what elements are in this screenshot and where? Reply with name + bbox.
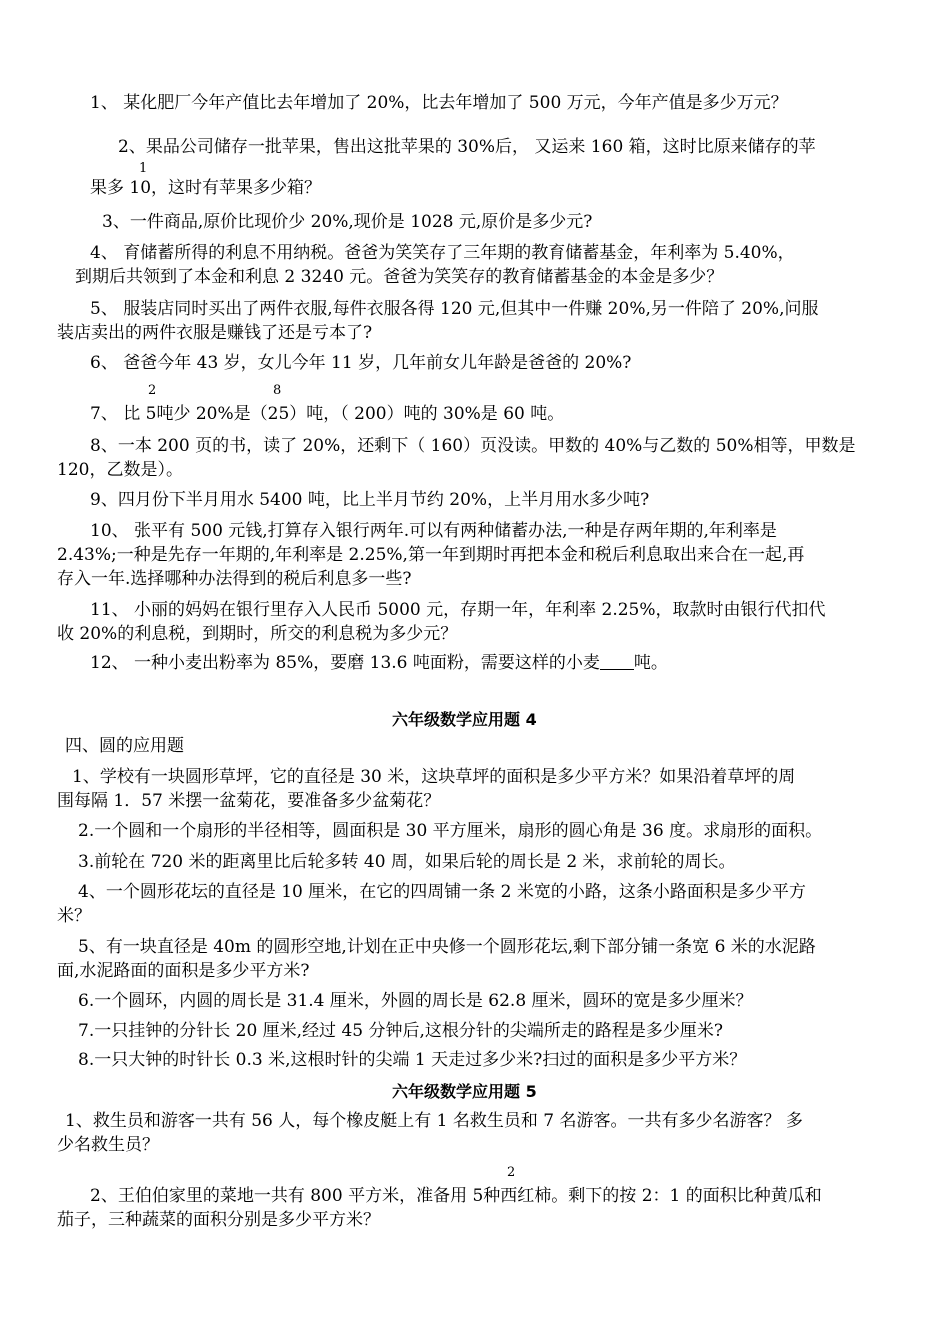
s4-question-1-line-1: 1、学校有一块圆形草坪，它的直径是 30 米，这块草坪的面积是多少平方米？如果沿着草坪的周	[72, 767, 796, 787]
s3-question-12-text: 12、 一种小麦出粉率为 85%，要磨 13.6 吨面粉，需要这样的小麦	[90, 653, 600, 673]
s4-question-3: 3.前轮在 720 米的距离里比后轮多转 40 周，如果后轮的周长是 2 米，求前轮的周长。	[78, 852, 736, 872]
s4-question-2: 2.一个圆和一个扇形的半径相等，圆面积是 30 平方厘米，扇形的圆心角是 36 度。求扇形的面积。	[78, 821, 823, 841]
answer-blank	[600, 653, 634, 670]
s3-question-7: 7、 比 5吨少 20%是（25）吨，（ 200）吨的 30%是 60 吨。	[90, 404, 565, 424]
s4-question-8: 8.一只大钟的时针长 0.3 米,这根时针的尖端 1 天走过多少米?扫过的面积是多少平方米？	[78, 1050, 747, 1070]
s4-question-5-line-1: 5、有一块直径是 40m 的圆形空地,计划在正中央修一个圆形花坛,剩下部分铺一条宽 6 米的水泥路	[78, 937, 816, 957]
s3-question-2-fraction-numerator: 1	[139, 161, 148, 176]
s3-question-10-line-3: 存入一年.选择哪种办法得到的税后利息多一些?	[57, 569, 412, 589]
s3-question-10-line-2: 2.43%;一种是先存一年期的,年利率是 2.25%,第一年到期时再把本金和税后利息取出来合在一起,再	[57, 545, 805, 565]
s3-question-9: 9、四月份下半月用水 5400 吨，比上半月节约 20%，上半月用水多少吨?	[90, 490, 650, 510]
s3-question-7-fraction-b: 8	[273, 383, 282, 398]
s3-question-7-fraction-a: 2	[148, 383, 157, 398]
s3-question-2-line-2: 果多 10，这时有苹果多少箱？	[90, 178, 322, 198]
s3-question-5-line-2: 装店卖出的两件衣服是赚钱了还是亏本了?	[57, 323, 373, 343]
s5-question-1-line-2: 少名救生员？	[57, 1135, 159, 1155]
s3-question-8-line-2: 120，乙数是）。	[57, 460, 183, 480]
s4-question-7: 7.一只挂钟的分针长 20 厘米,经过 45 分钟后,这根分针的尖端所走的路程是多少厘米?	[78, 1021, 724, 1041]
s3-question-11-line-1: 11、 小丽的妈妈在银行里存入人民币 5000 元，存期一年，年利率 2.25%，取款时由银行代扣代	[90, 600, 826, 620]
s3-question-12-unit: 吨。	[633, 653, 668, 673]
s3-question-4-line-1: 4、 育储蓄所得的利息不用纳税。爸爸为笑笑存了三年期的教育储蓄基金，年利率为 5.40%，	[90, 243, 795, 263]
s3-question-5-line-1: 5、 服装店同时买出了两件衣服,每件衣服各得 120 元,但其中一件赚 20%,另一件陪了 20%,问服	[90, 299, 819, 319]
s3-question-12	[90, 652, 668, 674]
section-4-title: 六年级数学应用题 4	[392, 710, 537, 729]
s3-question-4-line-2: 到期后共领到了本金和利息 2 3240 元。爸爸为笑笑存的教育储蓄基金的本金是多少？	[75, 267, 724, 287]
s4-question-5-line-2: 面,水泥路面的面积是多少平方米?	[57, 961, 310, 981]
s3-question-2-line-1: 2、果品公司储存一批苹果，售出这批苹果的 30%后， 又运来 160 箱，这时比原来储存的苹	[118, 137, 816, 157]
s3-question-8-line-1: 8、一本 200 页的书，读了 20%，还剩下（ 160）页没读。甲数的 40%与乙数的 50%相等，甲数是	[90, 436, 856, 456]
section-4-heading: 四、圆的应用题	[65, 736, 184, 756]
s3-question-11-line-2: 收 20%的利息税，到期时，所交的利息税为多少元？	[57, 624, 458, 644]
s3-question-10-line-1: 10、 张平有 500 元钱,打算存入银行两年.可以有两种储蓄办法,一种是存两年期的,年利率是	[90, 521, 777, 541]
s4-question-4-line-2: 米？	[57, 906, 91, 926]
s3-question-1: 1、 某化肥厂今年产值比去年增加了 20%，比去年增加了 500 万元，今年产值是多少万元？	[90, 93, 788, 113]
s3-question-3: 3、一件商品,原价比现价少 20%,现价是 1028 元,原价是多少元?	[102, 212, 593, 232]
s5-question-2-line-1: 2、王伯伯家里的菜地一共有 800 平方米，准备用 5种西红柿。剩下的按 2：1 的面积比种黄瓜和	[90, 1186, 822, 1206]
s5-question-2-line-2: 茄子，三种蔬菜的面积分别是多少平方米？	[57, 1210, 380, 1230]
s5-question-2-fraction-numerator: 2	[507, 1165, 516, 1180]
s5-question-1-line-1: 1、救生员和游客一共有 56 人，每个橡皮艇上有 1 名救生员和 7 名游客。一共有多少名游客？ 多	[65, 1111, 803, 1131]
s4-question-6: 6.一个圆环，内圆的周长是 31.4 厘米，外圆的周长是 62.8 厘米，圆环的宽是多少厘米？	[78, 991, 753, 1011]
s3-question-6: 6、 爸爸今年 43 岁，女儿今年 11 岁，几年前女儿年龄是爸爸的 20%?	[90, 353, 632, 373]
s4-question-1-line-2: 围每隔 1．57 米摆一盆菊花，要准备多少盆菊花？	[57, 791, 441, 811]
section-5-title: 六年级数学应用题 5	[392, 1082, 537, 1101]
s4-question-4-line-1: 4、一个圆形花坛的直径是 10 厘米，在它的四周铺一条 2 米宽的小路，这条小路面积是多少平方	[78, 882, 806, 902]
